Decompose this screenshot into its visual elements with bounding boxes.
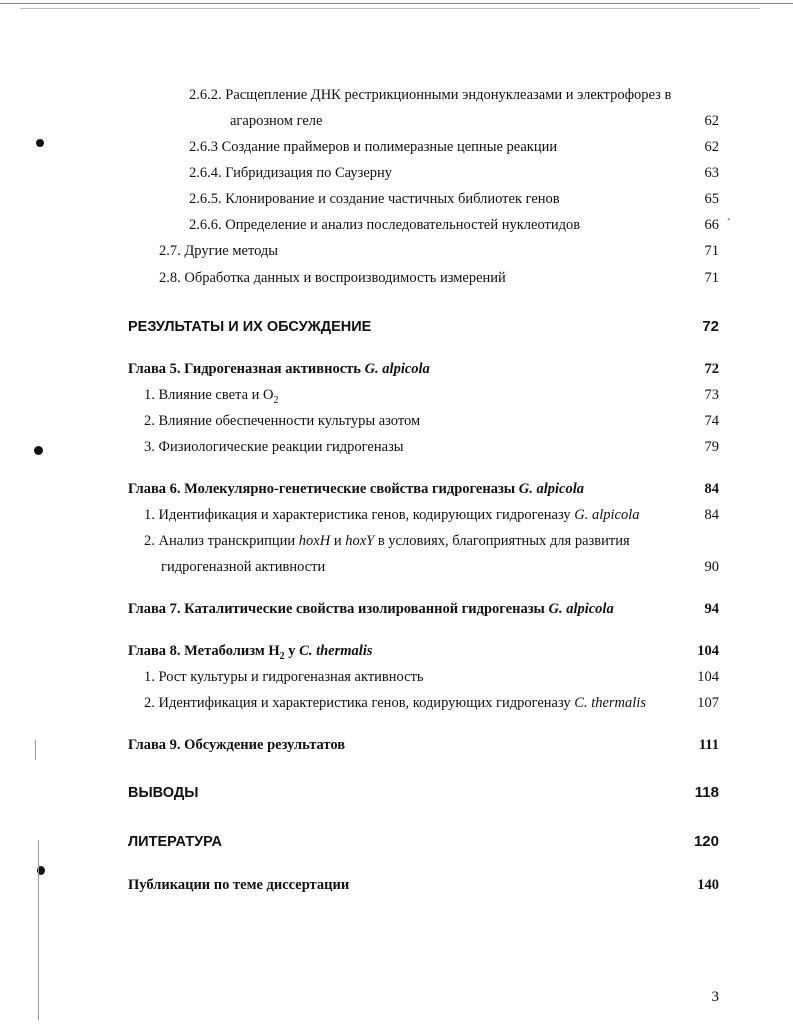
toc-entry: 2.6.5. Клонирование и создание частичных библиотек генов	[189, 191, 560, 207]
toc-entry: 3. Физиологические реакции гидрогеназы	[144, 439, 404, 455]
toc-page-number: 72	[704, 361, 719, 377]
toc-page-number: 107	[697, 695, 719, 711]
toc-entry: 2.6.6. Определение и анализ последовательностей нуклеотидов	[189, 217, 581, 233]
toc-page-number: 62	[704, 139, 719, 155]
toc-page-number: 84	[704, 481, 719, 497]
chapter-heading: Глава 9. Обсуждение результатов	[128, 737, 346, 753]
toc-entry: 2.6.4. Гибридизация по Саузерну	[189, 165, 393, 181]
toc-entry	[144, 386, 278, 410]
section-heading-literature: ЛИТЕРАТУРА	[128, 834, 223, 850]
chapter-heading: Публикации по теме диссертации	[128, 877, 350, 893]
species-name: G. alpicola	[548, 601, 614, 617]
toc-page-number: 66	[704, 217, 719, 233]
toc-entry	[144, 694, 646, 712]
punch-hole-dot	[34, 446, 43, 455]
scan-edge-line	[35, 740, 36, 760]
chapter-heading	[128, 600, 614, 618]
toc-entry	[144, 506, 640, 524]
gene-name: hoxY	[345, 533, 375, 549]
species-name: C. thermalis	[574, 695, 646, 711]
toc-page-number: 72	[702, 318, 719, 335]
chapter-title: Глава 8. Метаболизм H	[128, 643, 280, 659]
toc-page-number: 71	[704, 243, 719, 259]
chapter-title: у	[288, 643, 296, 659]
toc-entry: 1. Рост культуры и гидрогеназная активность	[144, 669, 424, 685]
section-heading-conclusions: ВЫВОДЫ	[128, 785, 199, 801]
toc-page-number: 65	[704, 191, 719, 207]
species-name: G. alpicola	[574, 507, 640, 523]
gene-name: hoxH	[298, 533, 331, 549]
entry-text: в условиях, благоприятных для развития	[377, 533, 630, 549]
subscript: 2	[273, 394, 279, 406]
subscript: 2	[279, 650, 285, 662]
toc-entry: 2.7. Другие методы	[159, 243, 279, 259]
toc-page-number: 73	[704, 387, 719, 403]
toc-page-number: 71	[704, 270, 719, 286]
toc-page-number: 74	[704, 413, 719, 429]
chapter-title: Глава 7. Каталитические свойства изолированной гидрогеназы	[128, 601, 545, 617]
toc-entry	[144, 532, 630, 550]
toc-entry: 2. Влияние обеспеченности культуры азотом	[144, 413, 421, 429]
toc-entry-continuation: гидрогеназной активности	[161, 559, 326, 575]
toc-page-number: 140	[697, 877, 719, 893]
toc-page-number: 104	[697, 669, 719, 685]
toc-page-number: 84	[704, 507, 719, 523]
top-scan-rule-2	[20, 8, 760, 9]
chapter-heading	[128, 642, 373, 666]
species-name: G. alpicola	[518, 481, 584, 497]
entry-text: 2. Идентификация и характеристика генов, кодирующих гидрогеназу	[144, 695, 571, 711]
entry-text: 1. Влияние света и O	[144, 387, 274, 403]
chapter-title: Глава 6. Молекулярно-генетические свойства гидрогеназы	[128, 481, 516, 497]
toc-page-number: 104	[697, 643, 719, 659]
species-name: G. alpicola	[364, 361, 430, 377]
punch-hole-dot	[36, 139, 44, 147]
entry-text: 1. Идентификация и характеристика генов, кодирующих гидрогеназу	[144, 507, 571, 523]
chapter-heading	[128, 360, 430, 378]
scan-edge-line	[38, 840, 39, 1020]
toc-page-number: 63	[704, 165, 719, 181]
entry-text: 2. Анализ транскрипции	[144, 533, 296, 549]
toc-entry-continuation: агарозном геле	[230, 113, 323, 129]
toc-page-number: 118	[694, 784, 719, 801]
scan-mark: ᐩ	[727, 216, 731, 226]
toc-page-number: 79	[704, 439, 719, 455]
toc-entry: 2.6.2. Расщепление ДНК рестрикционными эндонуклеазами и электрофорез в	[189, 87, 672, 103]
toc-page-number: 62	[704, 113, 719, 129]
toc-entry: 2.8. Обработка данных и воспроизводимость измерений	[159, 270, 506, 286]
section-heading-results: РЕЗУЛЬТАТЫ И ИХ ОБСУЖДЕНИЕ	[128, 319, 372, 335]
page-number: 3	[711, 989, 719, 1005]
species-name: C. thermalis	[299, 643, 373, 659]
chapter-title: Глава 5. Гидрогеназная активность	[128, 361, 361, 377]
toc-page-number: 111	[698, 737, 719, 753]
toc-page-number: 94	[704, 601, 719, 617]
entry-text: и	[333, 533, 342, 549]
toc-page-number: 120	[693, 833, 719, 850]
toc-entry: 2.6.3 Создание праймеров и полимеразные цепные реакции	[189, 139, 558, 155]
toc-page-number: 90	[704, 559, 719, 575]
chapter-heading	[128, 480, 584, 498]
top-scan-rule	[0, 3, 793, 4]
